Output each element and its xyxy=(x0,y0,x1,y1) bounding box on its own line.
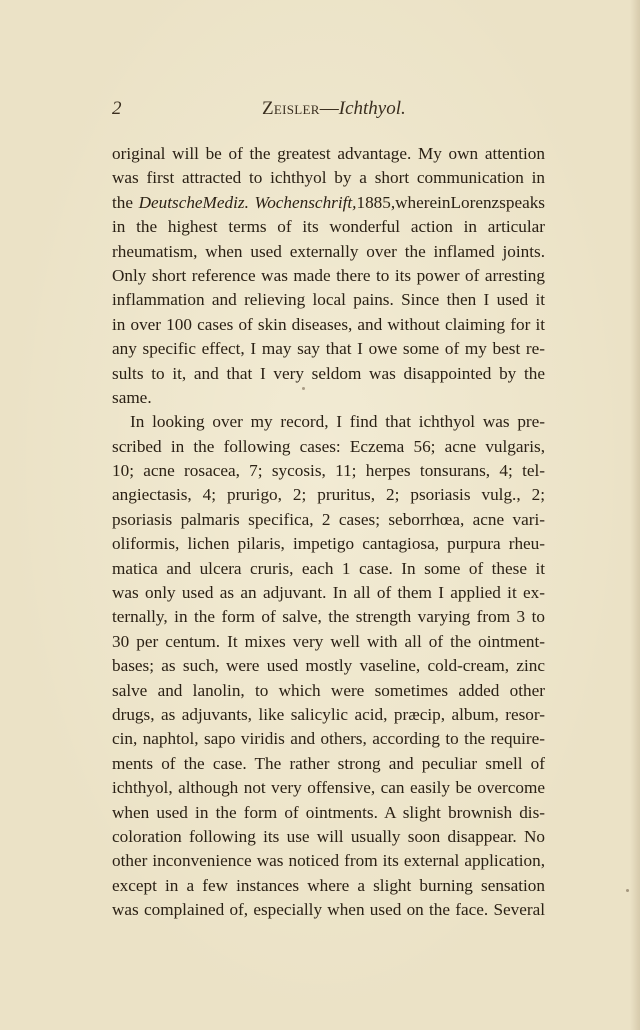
page-number: 2 xyxy=(112,98,122,119)
text-line: bases; as such, were used mostly vaseline, cold-cream, zinc xyxy=(112,656,545,676)
text-line: scribed in the following cases: Eczema 56; acne vulgaris, xyxy=(112,436,545,456)
text-line: salve and lanolin, to which were sometimes added other xyxy=(112,680,545,700)
running-head-author: Zeisler xyxy=(262,98,320,119)
text-line: was complained of, especially when used on the face. Several xyxy=(112,900,545,920)
journal-title: DeutscheMediz. Wochenschrift, xyxy=(138,192,357,212)
text-line: any specific effect, I may say that I owe some of my best re- xyxy=(112,339,545,359)
text-line: ternally, in the form of salve, the strength varying from 3 to xyxy=(112,607,545,627)
text-line: psoriasis palmaris specifica, 2 cases; seborrhœa, acne vari- xyxy=(112,509,545,529)
text-line: In looking over my record, I find that ichthyol was pre- xyxy=(130,412,545,432)
text-line: inflammation and relieving local pains. Since then I used it xyxy=(112,290,545,310)
print-speck xyxy=(302,387,305,390)
text-line: 30 per centum. It mixes very well with all of the ointment- xyxy=(112,631,545,651)
text-line-segment: 1885,whereinLorenzspeaks xyxy=(356,192,545,212)
text-line: same. xyxy=(112,387,152,407)
page-edge-shadow xyxy=(630,0,640,1030)
text-line: coloration following its use will usually soon disappear. No xyxy=(112,826,545,846)
text-line: rheumatism, when used externally over the inflamed joints. xyxy=(112,241,545,261)
body-text xyxy=(112,142,545,923)
page-header xyxy=(112,98,542,124)
text-line: except in a few instances where a slight burning sensation xyxy=(112,875,545,895)
running-head-dash: — xyxy=(319,98,339,119)
text-line: was only used as an adjuvant. In all of them I applied it ex- xyxy=(112,583,545,603)
text-line xyxy=(112,191,545,215)
text-line: ichthyol, although not very offensive, can easily be overcome xyxy=(112,778,545,798)
text-line: in over 100 cases of skin diseases, and without claiming for it xyxy=(112,314,545,334)
text-line: sults to it, and that I very seldom was disappointed by the xyxy=(112,363,545,383)
text-line: was first attracted to ichthyol by a short communication in xyxy=(112,168,545,188)
text-line: angiectasis, 4; prurigo, 2; pruritus, 2; psoriasis vulg., 2; xyxy=(112,485,545,505)
text-line: original will be of the greatest advantage. My own attention xyxy=(112,144,545,163)
text-line: other inconvenience was noticed from its external application, xyxy=(112,851,545,871)
text-line: matica and ulcera cruris, each 1 case. In some of these it xyxy=(112,558,545,578)
text-line: cin, naphtol, sapo viridis and others, according to the require- xyxy=(112,729,545,749)
running-head xyxy=(262,98,406,120)
text-line: oliformis, lichen pilaris, impetigo cantagiosa, purpura rheu- xyxy=(112,534,545,554)
text-line: Only short reference was made there to its power of arresting xyxy=(112,265,545,285)
text-line: ments of the case. The rather strong and peculiar smell of xyxy=(112,753,545,773)
text-line-segment: the xyxy=(112,192,139,212)
print-speck xyxy=(626,889,629,892)
text-line: drugs, as adjuvants, like salicylic acid, præcip, album, resor- xyxy=(112,704,545,724)
running-head-title: Ichthyol. xyxy=(338,98,406,119)
text-line: 10; acne rosacea, 7; sycosis, 11; herpes tonsurans, 4; tel- xyxy=(112,461,545,481)
text-line: in the highest terms of its wonderful action in articular xyxy=(112,217,545,237)
text-line: when used in the form of ointments. A slight brownish dis- xyxy=(112,802,545,822)
